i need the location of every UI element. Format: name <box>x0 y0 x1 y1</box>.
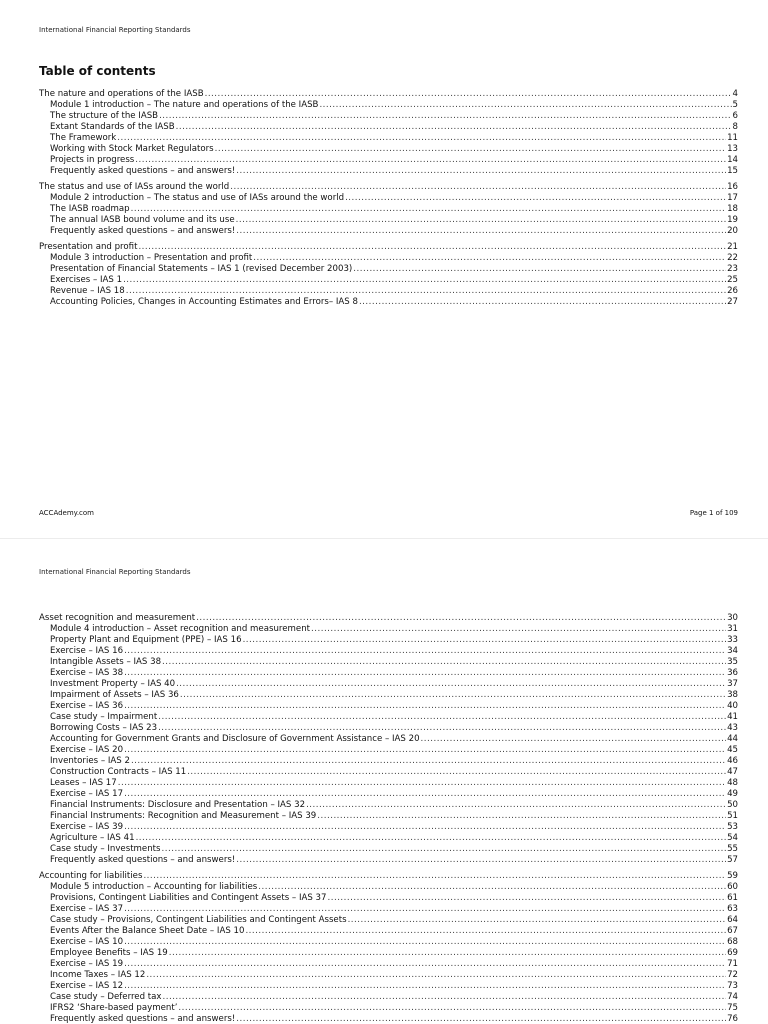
toc-entry-title: Agriculture – IAS 41 <box>50 833 135 843</box>
dot-leader <box>196 613 726 624</box>
footer-page-number: Page 1 of 109 <box>689 509 738 517</box>
toc-entry-title: Financial Instruments: Disclosure and Presentation – IAS 32 <box>50 800 306 810</box>
toc-entry-page: 47 <box>727 767 738 777</box>
toc-entry[interactable] <box>39 833 738 844</box>
toc-entry-page: 14 <box>727 155 738 165</box>
toc-entry-title: Case study – Investments <box>50 844 161 854</box>
toc-entry-title: Exercise – IAS 16 <box>50 646 124 656</box>
toc-entry-page: 61 <box>727 893 738 903</box>
toc-entry-title: Case study – Impairment <box>50 712 158 722</box>
toc-entry[interactable] <box>39 133 738 144</box>
dot-leader <box>205 89 732 100</box>
toc-entry[interactable] <box>39 226 738 237</box>
toc-section-entry[interactable] <box>39 242 738 253</box>
toc-entry-page: 5 <box>732 100 738 110</box>
toc-entry-title: The nature and operations of the IASB <box>39 89 204 99</box>
toc-entry-page: 37 <box>727 679 738 689</box>
toc-section-entry[interactable] <box>39 182 738 193</box>
toc-entry-page: 72 <box>727 970 738 980</box>
dot-leader <box>146 970 726 981</box>
toc-entry-title: Borrowing Costs – IAS 23 <box>50 723 158 733</box>
toc-entry[interactable] <box>39 992 738 1003</box>
toc-entry[interactable] <box>39 855 738 866</box>
toc-entry-page: 35 <box>727 657 738 667</box>
toc-section-entry[interactable] <box>39 613 738 624</box>
toc-entry-page: 16 <box>727 182 738 192</box>
dot-leader <box>138 242 726 253</box>
toc-entry-title: Income Taxes – IAS 12 <box>50 970 146 980</box>
toc-entry-page: 57 <box>727 855 738 865</box>
dot-leader <box>124 646 726 657</box>
toc-entry-title: Exercise – IAS 39 <box>50 822 124 832</box>
toc-entry-page: 68 <box>727 937 738 947</box>
toc-entry[interactable] <box>39 624 738 635</box>
toc-entry[interactable] <box>39 882 738 893</box>
toc-entry-page: 19 <box>727 215 738 225</box>
toc-list <box>39 89 738 308</box>
toc-entry[interactable] <box>39 193 738 204</box>
toc-entry-title: Frequently asked questions – and answers! <box>50 226 236 236</box>
dot-leader <box>176 679 726 690</box>
page-header: International Financial Reporting Standards <box>39 568 191 576</box>
dot-leader <box>143 871 726 882</box>
dot-leader <box>124 937 726 948</box>
toc-entry-page: 13 <box>727 144 738 154</box>
toc-entry-title: Working with Stock Market Regulators <box>50 144 214 154</box>
toc-entry-title: Accounting for liabilities <box>39 871 143 881</box>
dot-leader <box>123 275 726 286</box>
toc-entry[interactable] <box>39 100 738 111</box>
toc-entry-page: 45 <box>727 745 738 755</box>
toc-entry-title: Employee Benefits – IAS 19 <box>50 948 168 958</box>
toc-entry[interactable] <box>39 215 738 226</box>
toc-entry-page: 74 <box>727 992 738 1002</box>
toc-entry-page: 21 <box>727 242 738 252</box>
toc-entry-page: 15 <box>727 166 738 176</box>
toc-entry-title: Exercise – IAS 38 <box>50 668 124 678</box>
dot-leader <box>163 992 727 1003</box>
toc-entry[interactable] <box>39 800 738 811</box>
toc-entry[interactable] <box>39 204 738 215</box>
toc-entry-page: 23 <box>727 264 738 274</box>
toc-entry[interactable] <box>39 690 738 701</box>
toc-entry-title: Investment Property – IAS 40 <box>50 679 176 689</box>
toc-entry-title: Intangible Assets – IAS 38 <box>50 657 162 667</box>
dot-leader <box>124 701 726 712</box>
toc-entry[interactable] <box>39 981 738 992</box>
page-divider <box>0 538 768 539</box>
toc-entry-title: Impairment of Assets – IAS 36 <box>50 690 179 700</box>
dot-leader <box>306 800 726 811</box>
dot-leader <box>180 690 726 701</box>
toc-entry[interactable] <box>39 915 738 926</box>
toc-list <box>39 613 738 1024</box>
toc-entry-page: 53 <box>727 822 738 832</box>
toc-entry[interactable] <box>39 789 738 800</box>
toc-entry[interactable] <box>39 767 738 778</box>
toc-entry-page: 48 <box>727 778 738 788</box>
dot-leader <box>187 767 726 778</box>
dot-leader <box>124 981 726 992</box>
dot-leader <box>258 882 726 893</box>
toc-entry[interactable] <box>39 264 738 275</box>
dot-leader <box>118 778 726 789</box>
toc-entry[interactable] <box>39 712 738 723</box>
toc-entry-page: 46 <box>727 756 738 766</box>
toc-entry[interactable] <box>39 297 738 308</box>
toc-entry-page: 76 <box>727 1014 738 1024</box>
dot-leader <box>236 166 726 177</box>
toc-entry-page: 4 <box>732 89 738 99</box>
toc-entry-title: Presentation of Financial Statements – IAS 1 (revised December 2003) <box>50 264 353 274</box>
toc-entry-title: Exercise – IAS 36 <box>50 701 124 711</box>
toc-entry-page: 67 <box>727 926 738 936</box>
toc-entry-title: Exercise – IAS 19 <box>50 959 124 969</box>
toc-entry-page: 69 <box>727 948 738 958</box>
toc-entry[interactable] <box>39 111 738 122</box>
toc-entry-title: Exercises – IAS 1 <box>50 275 123 285</box>
toc-entry-title: Exercise – IAS 10 <box>50 937 124 947</box>
toc-entry-title: The IASB roadmap <box>50 204 130 214</box>
dot-leader <box>319 100 731 111</box>
toc-entry[interactable] <box>39 635 738 646</box>
toc-entry[interactable] <box>39 1014 738 1024</box>
dot-leader <box>253 253 726 264</box>
toc-entry-title: Case study – Provisions, Contingent Liabilities and Contingent Assets <box>50 915 347 925</box>
dot-leader <box>135 155 726 166</box>
toc-entry[interactable] <box>39 144 738 155</box>
dot-leader <box>359 297 726 308</box>
toc-entry[interactable] <box>39 166 738 177</box>
toc-entry[interactable] <box>39 1003 738 1014</box>
toc-entry-title: Provisions, Contingent Liabilities and Contingent Assets – IAS 37 <box>50 893 327 903</box>
dot-leader <box>158 712 726 723</box>
dot-leader <box>124 668 726 679</box>
toc-entry-page: 20 <box>727 226 738 236</box>
toc-entry[interactable] <box>39 275 738 286</box>
toc-entry[interactable] <box>39 286 738 297</box>
toc-section-entry[interactable] <box>39 871 738 882</box>
dot-leader <box>124 745 726 756</box>
toc-entry-page: 33 <box>727 635 738 645</box>
toc-entry[interactable] <box>39 657 738 668</box>
toc-entry-title: Accounting for Government Grants and Disclosure of Government Assistance – IAS 20 <box>50 734 420 744</box>
dot-leader <box>117 133 726 144</box>
toc-entry[interactable] <box>39 155 738 166</box>
toc-entry[interactable] <box>39 959 738 970</box>
toc-entry-page: 26 <box>727 286 738 296</box>
toc-entry-title: IFRS2 ‘Share-based payment’ <box>50 1003 178 1013</box>
dot-leader <box>169 948 726 959</box>
dot-leader <box>348 915 727 926</box>
toc-entry-page: 11 <box>727 133 738 143</box>
toc-title: Table of contents <box>39 64 156 78</box>
dot-leader <box>236 226 726 237</box>
toc-entry-title: Module 2 introduction – The status and use of IASs around the world <box>50 193 345 203</box>
toc-entry[interactable] <box>39 822 738 833</box>
toc-entry-page: 18 <box>727 204 738 214</box>
dot-leader <box>131 204 726 215</box>
toc-entry[interactable] <box>39 844 738 855</box>
toc-entry-title: The structure of the IASB <box>50 111 159 121</box>
toc-entry-page: 25 <box>727 275 738 285</box>
dot-leader <box>162 657 726 668</box>
toc-entry-title: Module 5 introduction – Accounting for liabilities <box>50 882 258 892</box>
dot-leader <box>124 789 726 800</box>
toc-entry-page: 34 <box>727 646 738 656</box>
dot-leader <box>176 122 732 133</box>
dot-leader <box>136 833 727 844</box>
toc-entry[interactable] <box>39 668 738 679</box>
toc-entry[interactable] <box>39 937 738 948</box>
dot-leader <box>131 756 726 767</box>
dot-leader <box>230 182 726 193</box>
dot-leader <box>328 893 727 904</box>
toc-entry-title: Leases – IAS 17 <box>50 778 117 788</box>
toc-entry-title: Frequently asked questions – and answers! <box>50 1014 236 1024</box>
toc-entry-page: 6 <box>732 111 738 121</box>
page-header: International Financial Reporting Standards <box>39 26 191 34</box>
toc-entry-title: Extant Standards of the IASB <box>50 122 175 132</box>
toc-entry-title: Accounting Policies, Changes in Accounting Estimates and Errors– IAS 8 <box>50 297 358 307</box>
toc-entry[interactable] <box>39 734 738 745</box>
toc-entry[interactable] <box>39 723 738 734</box>
dot-leader <box>124 822 726 833</box>
dot-leader <box>126 286 726 297</box>
toc-entry-title: The Framework <box>50 133 117 143</box>
toc-entry-page: 54 <box>727 833 738 843</box>
dot-leader <box>178 1003 726 1014</box>
toc-entry[interactable] <box>39 948 738 959</box>
toc-entry-title: Financial Instruments: Recognition and Measurement – IAS 39 <box>50 811 317 821</box>
dot-leader <box>162 844 727 855</box>
toc-entry[interactable] <box>39 122 738 133</box>
toc-entry-title: Frequently asked questions – and answers! <box>50 855 236 865</box>
toc-entry-title: The status and use of IASs around the world <box>39 182 230 192</box>
toc-entry[interactable] <box>39 970 738 981</box>
dot-leader <box>317 811 726 822</box>
dot-leader <box>236 1014 726 1024</box>
toc-entry[interactable] <box>39 893 738 904</box>
toc-entry-title: Presentation and profit <box>39 242 138 252</box>
toc-entry-page: 50 <box>727 800 738 810</box>
toc-entry[interactable] <box>39 253 738 264</box>
dot-leader <box>245 926 726 937</box>
toc-entry-title: Exercise – IAS 37 <box>50 904 124 914</box>
toc-entry-page: 55 <box>727 844 738 854</box>
toc-entry[interactable] <box>39 778 738 789</box>
toc-entry-title: Module 3 introduction – Presentation and profit <box>50 253 253 263</box>
toc-entry-page: 36 <box>727 668 738 678</box>
toc-entry-page: 49 <box>727 789 738 799</box>
dot-leader <box>124 959 726 970</box>
dot-leader <box>345 193 726 204</box>
toc-entry-title: Asset recognition and measurement <box>39 613 196 623</box>
toc-entry-page: 30 <box>727 613 738 623</box>
toc-entry-page: 31 <box>727 624 738 634</box>
toc-entry-title: Exercise – IAS 12 <box>50 981 124 991</box>
toc-entry-page: 43 <box>727 723 738 733</box>
toc-entry-title: Projects in progress <box>50 155 135 165</box>
toc-entry-title: Inventories – IAS 2 <box>50 756 130 766</box>
dot-leader <box>421 734 727 745</box>
dot-leader <box>311 624 726 635</box>
toc-entry-page: 59 <box>727 871 738 881</box>
toc-entry-page: 27 <box>727 297 738 307</box>
toc-entry-page: 51 <box>727 811 738 821</box>
toc-entry-title: Exercise – IAS 20 <box>50 745 124 755</box>
toc-entry-page: 8 <box>732 122 738 132</box>
document-page-2 <box>0 540 768 1024</box>
toc-entry-page: 73 <box>727 981 738 991</box>
toc-entry-title: Construction Contracts – IAS 11 <box>50 767 187 777</box>
toc-entry-title: Events After the Balance Sheet Date – IAS 10 <box>50 926 245 936</box>
toc-entry[interactable] <box>39 811 738 822</box>
toc-entry-title: Exercise – IAS 17 <box>50 789 124 799</box>
dot-leader <box>158 723 726 734</box>
dot-leader <box>353 264 726 275</box>
toc-entry-title: Module 1 introduction – The nature and operations of the IASB <box>50 100 319 110</box>
toc-entry-title: Revenue – IAS 18 <box>50 286 125 296</box>
toc-entry-page: 75 <box>727 1003 738 1013</box>
toc-entry-page: 64 <box>727 915 738 925</box>
toc-entry-title: Frequently asked questions – and answers! <box>50 166 236 176</box>
dot-leader <box>243 635 727 646</box>
toc-entry-page: 71 <box>727 959 738 969</box>
toc-entry-page: 40 <box>727 701 738 711</box>
toc-entry[interactable] <box>39 926 738 937</box>
toc-section-entry[interactable] <box>39 89 738 100</box>
dot-leader <box>215 144 726 155</box>
toc-entry[interactable] <box>39 904 738 915</box>
toc-entry[interactable] <box>39 679 738 690</box>
dot-leader <box>236 215 726 226</box>
toc-entry-title: Case study – Deferred tax <box>50 992 162 1002</box>
toc-entry-page: 38 <box>727 690 738 700</box>
dot-leader <box>159 111 731 122</box>
toc-entry[interactable] <box>39 701 738 712</box>
toc-entry-page: 17 <box>727 193 738 203</box>
toc-entry-title: The annual IASB bound volume and its use <box>50 215 235 225</box>
toc-entry-page: 63 <box>727 904 738 914</box>
toc-entry-page: 41 <box>727 712 738 722</box>
toc-entry-page: 22 <box>727 253 738 263</box>
toc-entry-title: Module 4 introduction – Asset recognition and measurement <box>50 624 311 634</box>
toc-entry-page: 44 <box>727 734 738 744</box>
dot-leader <box>124 904 726 915</box>
toc-entry[interactable] <box>39 756 738 767</box>
dot-leader <box>236 855 726 866</box>
toc-entry[interactable] <box>39 646 738 657</box>
toc-entry-title: Property Plant and Equipment (PPE) – IAS 16 <box>50 635 242 645</box>
toc-entry[interactable] <box>39 745 738 756</box>
toc-entry-page: 60 <box>727 882 738 892</box>
footer-site: ACCAdemy.com <box>39 509 94 517</box>
